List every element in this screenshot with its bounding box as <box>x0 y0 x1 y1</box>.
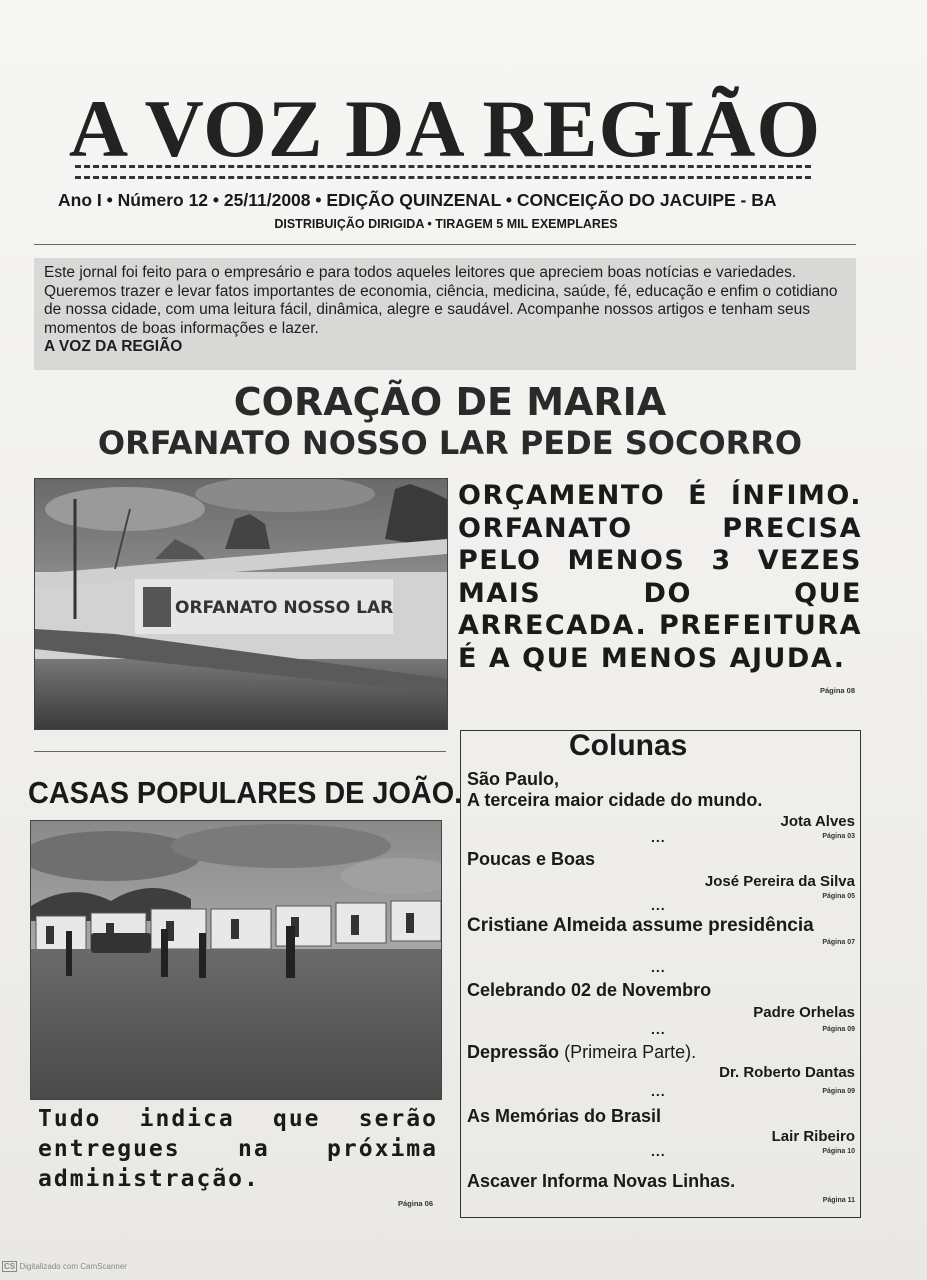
separator-dots: ... <box>651 897 666 913</box>
column-page: Página 03 <box>822 833 855 840</box>
intro-text: Este jornal foi feito para o empresário e para todos aqueles leitores que apreciem boas notícias e variedades. Queremos trazer e levar fatos importantes de economia, ciência, medicina, saúde, fé, educação e enfim o cotidiano de nossa cidade, com uma leitura fácil, dinâmica, alegre e saudável. Acompanhe nossos artigos e tenham seus momentos de boas informações e lazer. <box>44 264 838 337</box>
distribution-info: DISTRIBUIÇÃO DIRIGIDA • TIRAGEM 5 MIL EXEMPLARES <box>274 217 618 231</box>
column-page: Página 09 <box>822 1088 855 1095</box>
column-author: Lair Ribeiro <box>771 1128 855 1145</box>
column-title: São Paulo, <box>467 769 560 789</box>
main-subheadline: ORFANATO NOSSO LAR PEDE SOCORRO <box>97 424 803 462</box>
column-title-suffix: (Primeira Parte). <box>564 1042 697 1062</box>
column-entry <box>467 1171 855 1204</box>
column-title: Cristiane Almeida assume presidência <box>467 915 814 936</box>
masthead-rule <box>75 165 811 168</box>
column-entry <box>467 1106 855 1155</box>
masthead-title: A VOZ DA REGIÃO <box>68 83 822 174</box>
colunas-heading: Colunas <box>569 729 688 762</box>
column-title: Celebrando 02 de Novembro <box>467 980 712 1000</box>
column-page: Página 10 <box>822 1148 855 1155</box>
column-title <box>467 1042 855 1063</box>
intro-signature: A VOZ DA REGIÃO <box>44 338 183 355</box>
column-title: Ascaver Informa Novas Linhas. <box>467 1171 736 1191</box>
separator-dots: ... <box>651 829 666 845</box>
orphanage-sign: ORFANATO NOSSO LAR <box>175 598 394 618</box>
column-entry <box>467 769 855 840</box>
scanner-logo-text: Digitalizado com CamScanner <box>19 1262 127 1271</box>
column-entry <box>467 1042 855 1095</box>
column-author: José Pereira da Silva <box>704 873 855 890</box>
column-page: Página 07 <box>822 939 855 946</box>
column-page: Página 09 <box>822 1026 855 1033</box>
divider <box>34 751 446 752</box>
column-entry <box>467 980 855 1033</box>
casas-headline: CASAS POPULARES DE JOÃO. <box>28 775 463 810</box>
casas-text: Tudo indica que serão entregues na próxima administração. <box>38 1106 438 1192</box>
colunas-box <box>460 730 861 1218</box>
separator-dots: ... <box>651 1143 666 1159</box>
main-lead: ORÇAMENTO É ÍNFIMO. ORFANATO PRECISA PELO MENOS 3 VEZES MAIS DO QUE ARRECADA. PREFEITURA É A QUE MENOS AJUDA. <box>458 480 862 674</box>
orphanage-photo <box>34 478 448 730</box>
column-entry <box>467 915 855 946</box>
column-title: Poucas e Boas <box>467 849 596 869</box>
houses-photo <box>30 820 442 1100</box>
intro-box <box>34 258 856 370</box>
separator-dots: ... <box>651 959 666 975</box>
separator-dots: ... <box>651 1021 666 1037</box>
column-title: A terceira maior cidade do mundo. <box>467 790 763 810</box>
masthead-rule <box>75 176 811 179</box>
separator-dots: ... <box>651 1083 666 1099</box>
main-headline: CORAÇÃO DE MARIA <box>233 380 667 424</box>
divider <box>34 244 856 245</box>
column-page: Página 05 <box>822 893 855 900</box>
column-title: As Memórias do Brasil <box>467 1106 662 1126</box>
column-author: Dr. Roberto Dantas <box>719 1064 855 1081</box>
column-entry <box>467 849 855 900</box>
casas-page-ref: Página 06 <box>398 1199 434 1208</box>
column-author: Padre Orhelas <box>753 1004 855 1021</box>
issue-info: Ano I • Número 12 • 25/11/2008 • EDIÇÃO QUINZENAL • CONCEIÇÃO DO JACUIPE - BA <box>58 190 777 210</box>
column-title-main: Depressão <box>467 1042 560 1062</box>
scanner-watermark <box>2 1262 127 1271</box>
column-page: Página 11 <box>822 1197 855 1204</box>
main-page-ref: Página 08 <box>820 686 856 695</box>
scanner-logo-mark: CS <box>4 1262 16 1271</box>
column-author: Jota Alves <box>780 813 855 830</box>
